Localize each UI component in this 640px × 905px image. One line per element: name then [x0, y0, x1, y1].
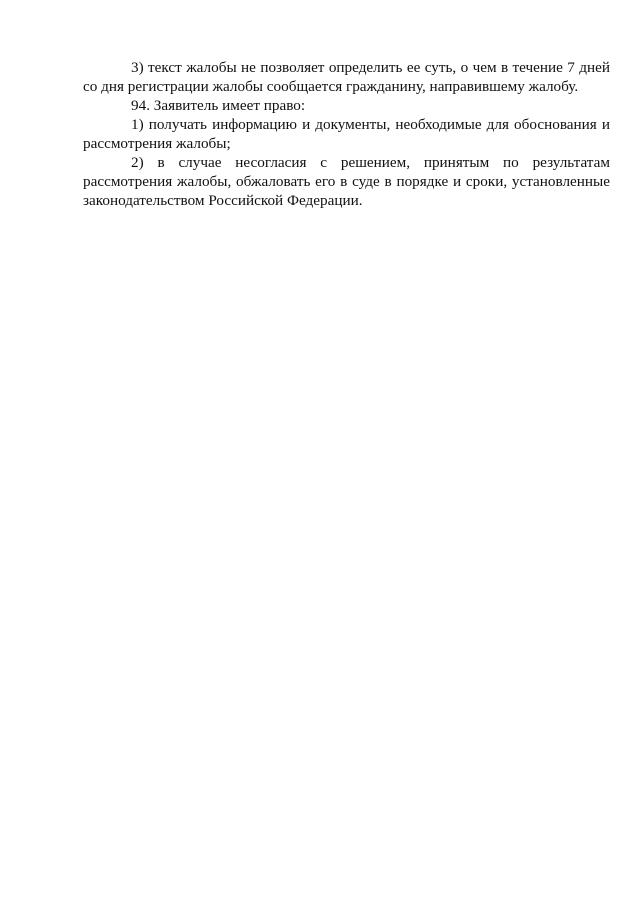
paragraph-right-1: 1) получать информацию и документы, необходимые для обоснования и рассмотрения жалобы; [83, 116, 610, 152]
document-body [83, 58, 610, 210]
paragraph-right-2: 2) в случае несогласия с решением, принятым по результатам рассмотрения жалобы, обжаловать его в суде в порядке и сроки, установленные законодательством Российской Федерации. [83, 154, 610, 209]
paragraph-item-3-text-unclear: 3) текст жалобы не позволяет определить ее суть, о чем в течение 7 дней со дня регистрации жалобы сообщается гражданину, направившему жалобу. [83, 59, 610, 95]
paragraph-section-94: 94. Заявитель имеет право: [131, 97, 306, 114]
